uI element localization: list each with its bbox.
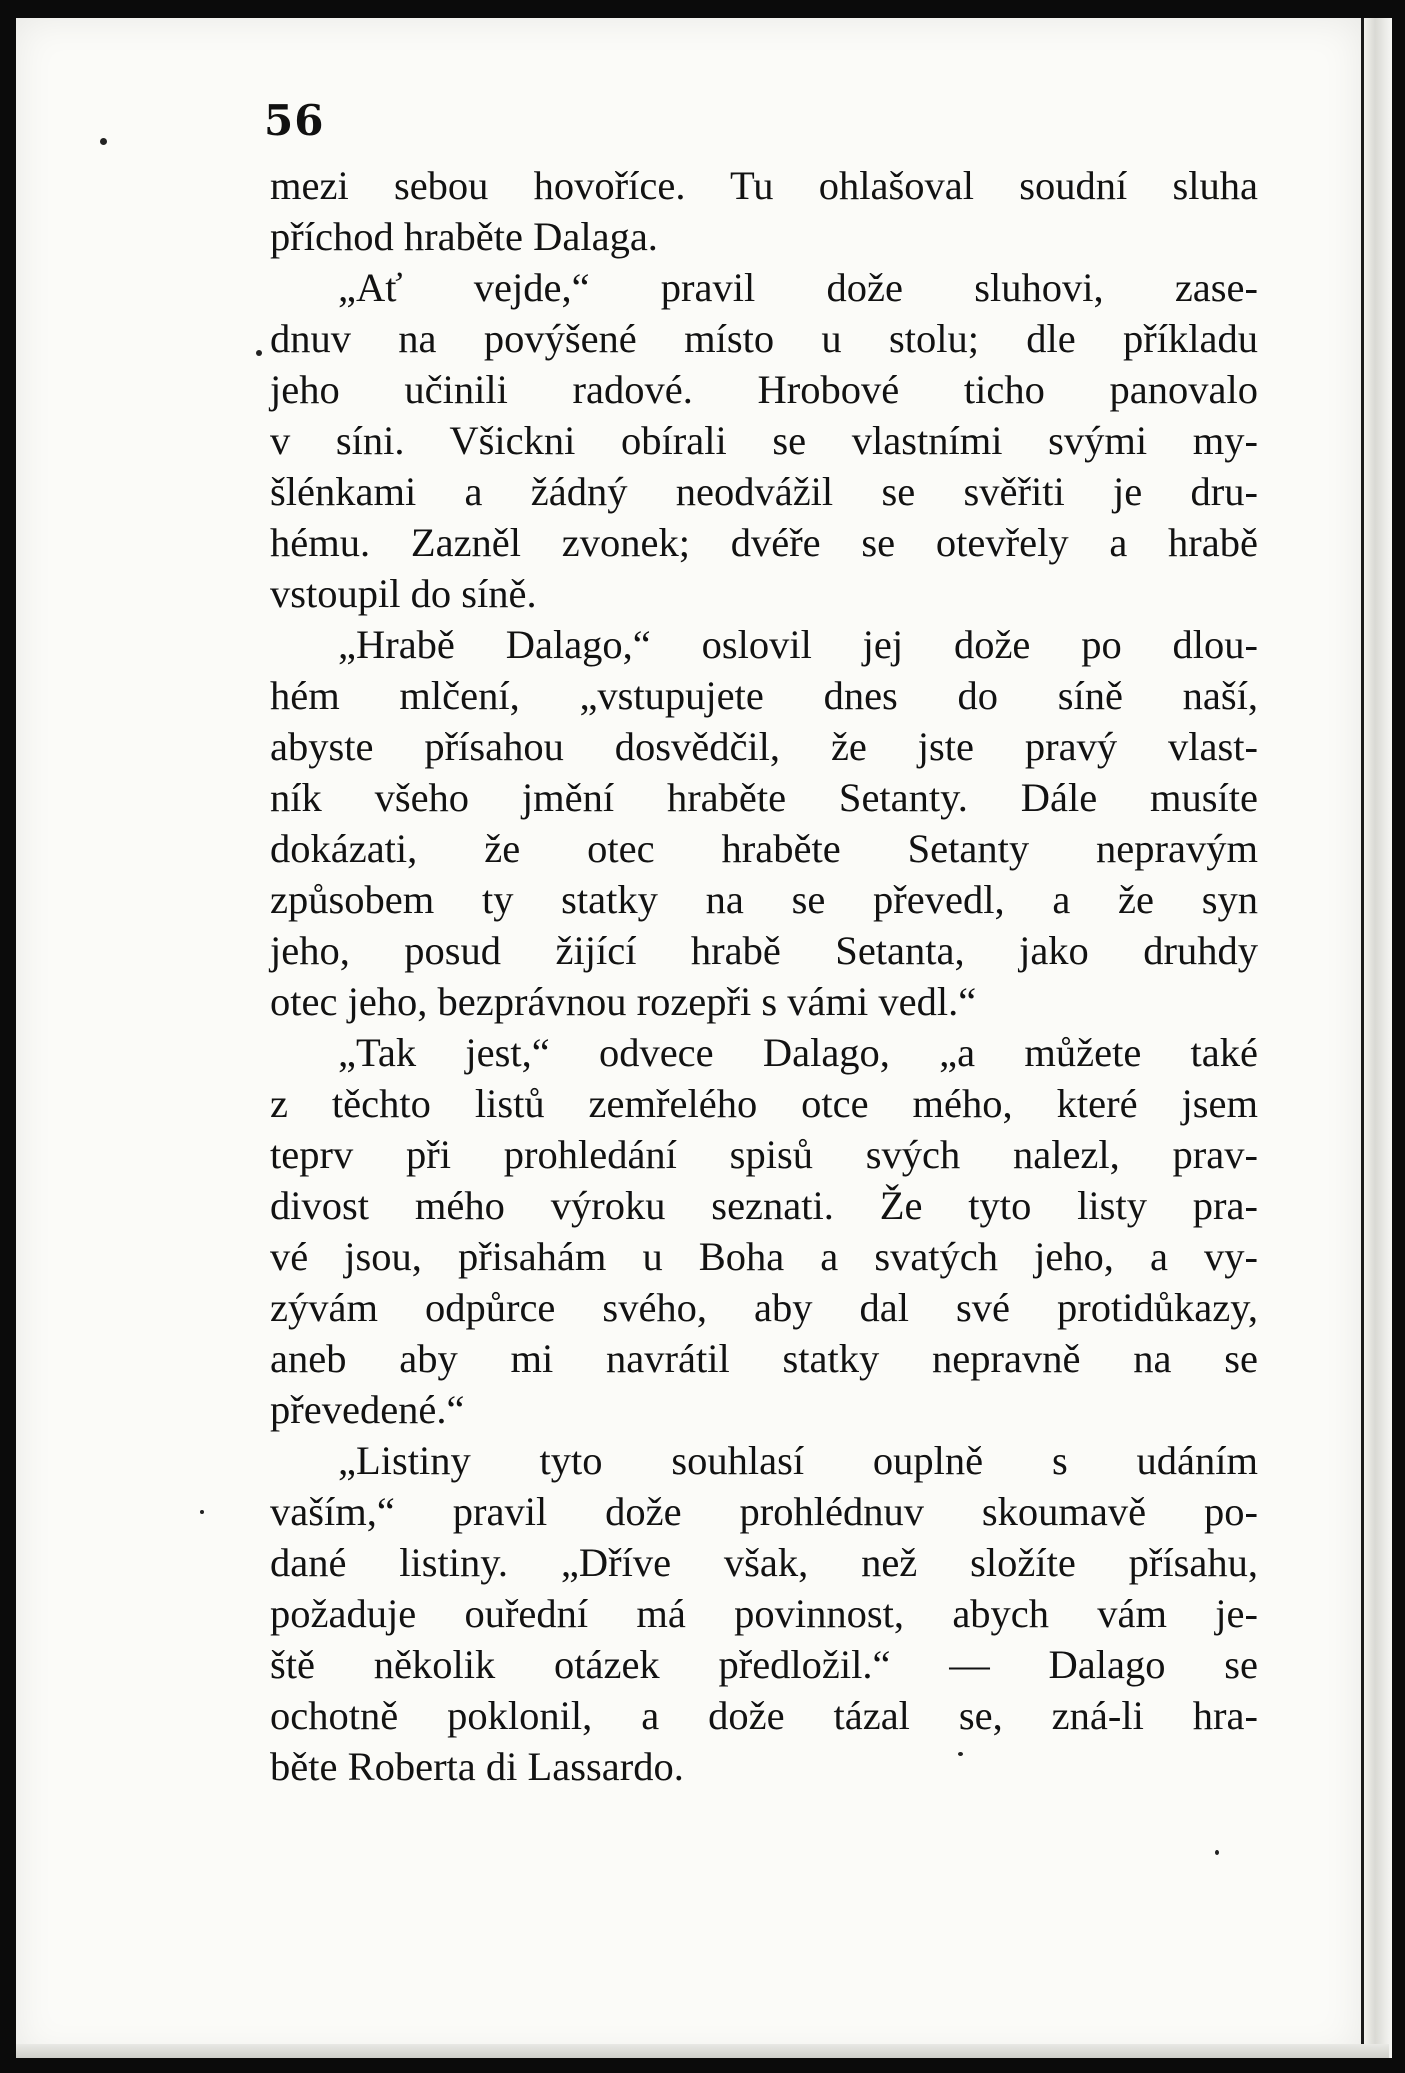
text-line: z těchto listů zemřelého otce mého, které jsem bbox=[270, 1081, 1258, 1126]
text-line: způsobem ty statky na se převedl, a že syn bbox=[270, 877, 1258, 922]
text-line: jeho učinili radové. Hrobové ticho panovalo bbox=[270, 367, 1258, 412]
text-line: ště několik otázek předložil.“ — Dalago se bbox=[270, 1642, 1258, 1687]
text-line: požaduje ouřední má povinnost, abych vám je- bbox=[270, 1591, 1258, 1636]
text-line: převedené.“ bbox=[270, 1387, 465, 1432]
text-line: vaším,“ pravil dože prohlédnuv skoumavě po- bbox=[270, 1489, 1258, 1534]
body-text bbox=[270, 160, 1258, 1792]
text-line: dokázati, že otec hraběte Setanty nepravým bbox=[270, 826, 1258, 871]
text-line: dané listiny. „Dříve však, než složíte přísahu, bbox=[270, 1540, 1258, 1585]
text-line: „Hrabě Dalago,“ oslovil jej dože po dlou- bbox=[338, 622, 1258, 667]
text-line: „Listiny tyto souhlasí ouplně s udáním bbox=[338, 1438, 1258, 1483]
text-line: ník všeho jmění hraběte Setanty. Dále musíte bbox=[270, 775, 1258, 820]
page-number: 56 bbox=[264, 96, 325, 145]
ink-speck bbox=[256, 350, 262, 356]
text-line: mezi sebou hovoříce. Tu ohlašoval soudní sluha bbox=[270, 163, 1258, 208]
text-line: dnuv na povýšené místo u stolu; dle příkladu bbox=[270, 316, 1258, 361]
ink-speck bbox=[100, 138, 107, 145]
text-line: v síni. Všickni obírali se vlastními svými my- bbox=[270, 418, 1258, 463]
text-line: abyste přísahou dosvědčil, že jste pravý vlast- bbox=[270, 724, 1258, 769]
text-line: „Tak jest,“ odvece Dalago, „a můžete také bbox=[338, 1030, 1258, 1075]
text-line: vstoupil do síně. bbox=[270, 571, 537, 616]
text-line: otec jeho, bezprávnou rozepři s vámi vedl.“ bbox=[270, 979, 977, 1024]
text-line: hému. Zazněl zvonek; dvéře se otevřely a hrabě bbox=[270, 520, 1258, 565]
text-line: šlénkami a žádný neodvážil se svěřiti je dru- bbox=[270, 469, 1258, 514]
text-line: jeho, posud žijící hrabě Setanta, jako druhdy bbox=[270, 928, 1258, 973]
ink-speck bbox=[200, 1510, 204, 1514]
text-line: aneb aby mi navrátil statky nepravně na se bbox=[270, 1336, 1258, 1381]
text-line: ochotně poklonil, a dože tázal se, zná-li hra- bbox=[270, 1693, 1258, 1738]
page-bottom-edge bbox=[16, 2044, 1389, 2058]
text-line: divost mého výroku seznati. Že tyto listy pra- bbox=[270, 1183, 1258, 1228]
page-edge bbox=[1361, 18, 1392, 2058]
text-line: běte Roberta di Lassardo. bbox=[270, 1744, 684, 1789]
text-line: příchod hraběte Dalaga. bbox=[270, 214, 658, 259]
text-line: hém mlčení, „vstupujete dnes do síně naší, bbox=[270, 673, 1258, 718]
text-line: vé jsou, přisahám u Boha a svatých jeho, a vy- bbox=[270, 1234, 1258, 1279]
text-line: zývám odpůrce svého, aby dal své protidůkazy, bbox=[270, 1285, 1258, 1330]
ink-speck bbox=[1215, 1850, 1219, 1855]
text-line: „Ať vejde,“ pravil dože sluhovi, zase- bbox=[338, 265, 1258, 310]
text-line: teprv při prohledání spisů svých nalezl, prav- bbox=[270, 1132, 1258, 1177]
